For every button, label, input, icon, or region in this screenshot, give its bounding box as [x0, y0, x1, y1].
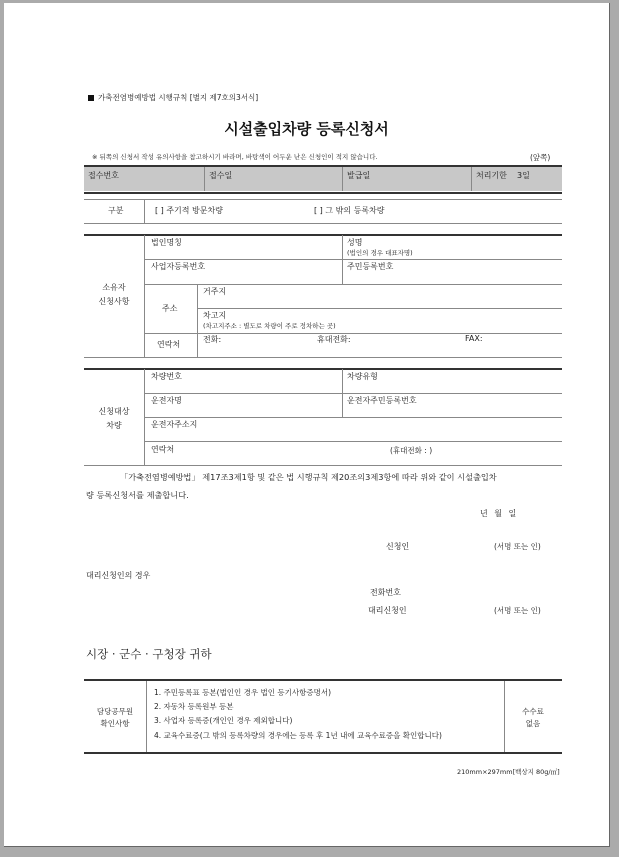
applicant-label: 신청인 — [386, 542, 410, 551]
category-label: 구분 — [108, 206, 124, 215]
document-page — [4, 3, 610, 847]
vehicle-mobile-field[interactable]: (휴대전화 : ) — [390, 446, 433, 455]
corp-name-field[interactable]: 법인명칭 — [151, 238, 182, 247]
check-item-2: 2. 자동차 등록원부 등본 — [154, 702, 234, 711]
law-reference: 가축전염병예방법 시행규칙 [별지 제7호의3서식] — [88, 92, 258, 103]
official-check-label: 담당공무원 확인사항 — [96, 707, 134, 728]
garage-field[interactable]: 차고지 — [203, 311, 227, 320]
statement-line-1: 「가축전염병예방법」 제17조3제1항 및 같은 법 시행규칙 제20조의3제3항에 따라 위와 같이 시설출입차 — [120, 472, 497, 482]
check-item-3: 3. 사업자 등록증(개인인 경우 제외합니다) — [154, 716, 293, 725]
vehicle-contact-field[interactable]: 연락처 — [151, 445, 175, 454]
notice: ※ 뒤쪽의 신청서 작성 유의사항을 참고하시기 바라며, 바탕색이 어두운 난은 신청인이 적지 않습니다. — [92, 153, 378, 161]
fax-field[interactable]: FAX: — [465, 334, 483, 343]
driver-address-field[interactable]: 운전자주소지 — [151, 420, 198, 429]
resident-reg-no-field[interactable]: 주민등록번호 — [347, 262, 394, 271]
category-periodic-visit[interactable]: [ ] 주기적 방문차량 — [155, 206, 223, 215]
addressee: 시장 · 군수 · 구청장 귀하 — [86, 647, 212, 661]
phone-field[interactable]: 전화: — [203, 335, 222, 344]
statement-line-2: 량 등록신청서를 제출합니다. — [86, 490, 189, 500]
mobile-field[interactable]: 휴대전화: — [317, 335, 351, 344]
driver-reg-no-field[interactable]: 운전자주민등록번호 — [347, 396, 417, 405]
proxy-sign-field[interactable]: (서명 또는 인) — [494, 606, 541, 615]
vehicle-type-field[interactable]: 차량유형 — [347, 372, 378, 381]
name-note: (법인의 경우 대표자명) — [347, 249, 413, 257]
square-bullet-icon — [88, 95, 94, 101]
contact-label: 연락처 — [157, 340, 181, 349]
check-item-1: 1. 주민등록표 등본(법인인 경우 법인 등기사항증명서) — [154, 688, 332, 697]
paper-size: 210mm×297mm[백상지 80g/㎡] — [457, 768, 560, 776]
vehicle-section-label: 신청대상 차량 — [98, 407, 130, 430]
processing-period-value: 3일 — [517, 171, 530, 180]
biz-reg-no-field[interactable]: 사업자등록번호 — [151, 262, 206, 271]
issue-date: 발급일 — [347, 171, 371, 180]
statement-date: 년 월 일 — [480, 509, 517, 518]
receipt-number: 접수번호 — [88, 171, 119, 180]
garage-note: (차고지주소 : 별도로 차량이 주로 정차하는 곳) — [203, 322, 336, 330]
check-item-4: 4. 교육수료증(그 밖의 등록차량의 경우에는 등록 후 1년 내에 교육수료증을 확인합니다) — [154, 731, 442, 740]
applicant-sign-field[interactable]: (서명 또는 인) — [494, 542, 541, 551]
page-side-label: (앞쪽) — [530, 153, 551, 162]
owner-section-label: 소유자 신청사항 — [98, 283, 130, 306]
proxy-applicant-label: 대리신청인 — [368, 606, 407, 615]
category-other-vehicle[interactable]: [ ] 그 밖의 등록차량 — [314, 206, 385, 215]
plate-no-field[interactable]: 차량번호 — [151, 372, 182, 381]
name-field[interactable]: 성명 — [347, 238, 363, 247]
page-title: 시설출입차량 등록신청서 — [224, 120, 389, 138]
processing-period-label: 처리기한 — [476, 171, 507, 180]
proxy-phone-field[interactable]: 전화번호 — [370, 588, 401, 597]
fee-label: 수수료 없음 — [522, 707, 544, 728]
driver-name-field[interactable]: 운전자명 — [151, 396, 182, 405]
address-label: 주소 — [162, 304, 178, 313]
receipt-date: 접수일 — [209, 171, 233, 180]
residence-field[interactable]: 거주지 — [203, 287, 227, 296]
proxy-case-label: 대리신청인의 경우 — [86, 571, 151, 580]
